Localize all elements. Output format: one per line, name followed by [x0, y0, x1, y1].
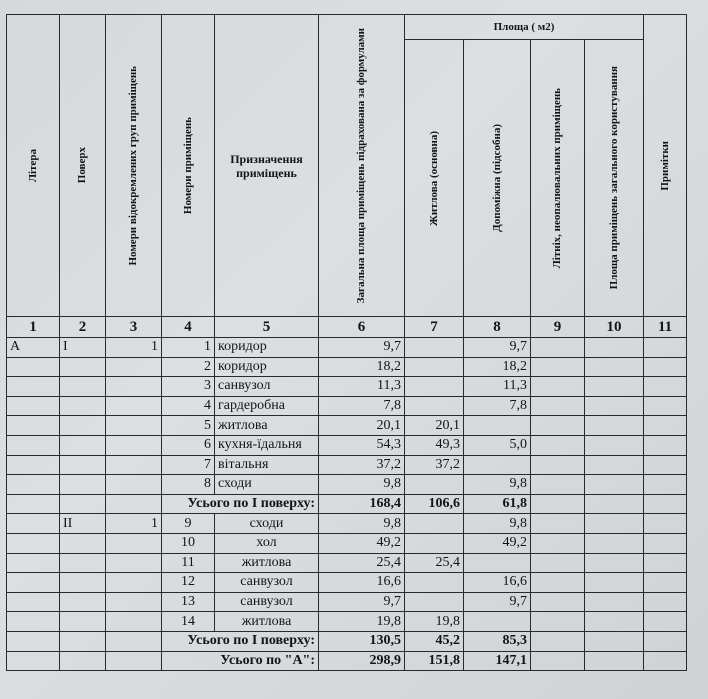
common-area-cell	[585, 553, 644, 573]
room-number-cell: 13	[162, 592, 215, 612]
floor-cell: І	[60, 338, 106, 358]
notes-cell	[644, 396, 687, 416]
litera-cell: А	[7, 338, 60, 358]
aux-area-cell: 9,8	[464, 475, 531, 495]
table-row	[7, 612, 687, 632]
col-number: 10	[585, 317, 644, 338]
group-cell	[106, 377, 162, 397]
floor1-subtotal-row	[7, 494, 687, 514]
group-cell	[106, 553, 162, 573]
summer-area-cell	[531, 592, 585, 612]
room-number-cell: 2	[162, 357, 215, 377]
living-area-cell	[405, 573, 464, 593]
header-summer-area: Літніх, неопалювальних приміщень	[531, 40, 585, 317]
living-area-cell	[405, 396, 464, 416]
col-number: 6	[319, 317, 405, 338]
table-row	[7, 416, 687, 436]
common-area-cell	[585, 455, 644, 475]
total-area-cell: 9,7	[319, 338, 405, 358]
litera-cell	[7, 357, 60, 377]
total-area-cell: 49,2	[319, 533, 405, 553]
aux-area-cell: 7,8	[464, 396, 531, 416]
total-area-cell: 9,8	[319, 514, 405, 534]
room-number-cell: 4	[162, 396, 215, 416]
table-row	[7, 455, 687, 475]
total-area-cell: 19,8	[319, 612, 405, 632]
table-row	[7, 553, 687, 573]
aux-area-cell: 5,0	[464, 435, 531, 455]
group-cell	[106, 435, 162, 455]
col-number: 2	[60, 317, 106, 338]
room-name-cell: санвузол	[215, 592, 319, 612]
subtotal-label: Усього по І поверху:	[162, 494, 319, 514]
summer-area-cell	[531, 396, 585, 416]
col-number: 9	[531, 317, 585, 338]
living-area-cell: 19,8	[405, 612, 464, 632]
summer-area-cell	[531, 377, 585, 397]
living-area-cell	[405, 357, 464, 377]
col-number: 3	[106, 317, 162, 338]
floor-cell	[60, 533, 106, 553]
floor-cell	[60, 416, 106, 436]
group-cell: 1	[106, 338, 162, 358]
group-cell	[106, 396, 162, 416]
group-cell: 1	[106, 514, 162, 534]
summer-area-cell	[531, 455, 585, 475]
aux-area-cell: 16,6	[464, 573, 531, 593]
room-number-cell: 11	[162, 553, 215, 573]
notes-cell	[644, 416, 687, 436]
floor-cell	[60, 357, 106, 377]
room-name-cell: сходи	[215, 475, 319, 495]
common-area-cell	[585, 435, 644, 455]
aux-area-cell: 11,3	[464, 377, 531, 397]
notes-cell	[644, 553, 687, 573]
common-area-cell	[585, 377, 644, 397]
aux-area-cell: 9,7	[464, 338, 531, 358]
litera-cell	[7, 553, 60, 573]
litera-cell	[7, 377, 60, 397]
room-number-cell: 5	[162, 416, 215, 436]
room-number-cell: 3	[162, 377, 215, 397]
total-area-cell: 18,2	[319, 357, 405, 377]
room-name-cell: коридор	[215, 338, 319, 358]
header-notes: Примітки	[644, 15, 687, 317]
summer-area-cell	[531, 553, 585, 573]
summer-area-cell	[531, 514, 585, 534]
common-area-cell	[585, 533, 644, 553]
floor-cell	[60, 377, 106, 397]
litera-cell	[7, 514, 60, 534]
living-area-cell	[405, 514, 464, 534]
grand-total-label: Усього по "А":	[162, 651, 319, 671]
living-area-cell: 37,2	[405, 455, 464, 475]
room-name-cell: санвузол	[215, 377, 319, 397]
floor-cell	[60, 573, 106, 593]
litera-cell	[7, 435, 60, 455]
room-number-cell: 7	[162, 455, 215, 475]
notes-cell	[644, 435, 687, 455]
floor-cell: ІІ	[60, 514, 106, 534]
col-number: 5	[215, 317, 319, 338]
subtotal-total: 130,5	[319, 631, 405, 651]
room-name-cell: хол	[215, 533, 319, 553]
room-name-cell: житлова	[215, 612, 319, 632]
room-number-cell: 8	[162, 475, 215, 495]
room-number-cell: 9	[162, 514, 215, 534]
living-area-cell: 49,3	[405, 435, 464, 455]
header-living-area: Житлова (основна)	[405, 40, 464, 317]
group-cell	[106, 357, 162, 377]
floor-cell	[60, 435, 106, 455]
aux-area-cell: 49,2	[464, 533, 531, 553]
summer-area-cell	[531, 357, 585, 377]
subtotal-living: 106,6	[405, 494, 464, 514]
room-name-cell: гардеробна	[215, 396, 319, 416]
summer-area-cell	[531, 338, 585, 358]
col-number: 7	[405, 317, 464, 338]
summer-area-cell	[531, 573, 585, 593]
common-area-cell	[585, 416, 644, 436]
aux-area-cell	[464, 553, 531, 573]
aux-area-cell	[464, 612, 531, 632]
notes-cell	[644, 533, 687, 553]
room-name-cell: кухня-їдальня	[215, 435, 319, 455]
living-area-cell	[405, 475, 464, 495]
column-number-row	[7, 317, 687, 338]
header-group-numbers: Номери відокремлених груп приміщень	[106, 15, 162, 317]
summer-area-cell	[531, 435, 585, 455]
aux-area-cell: 18,2	[464, 357, 531, 377]
litera-cell	[7, 533, 60, 553]
header-area-group: Площа ( м2)	[405, 15, 644, 40]
notes-cell	[644, 377, 687, 397]
room-number-cell: 14	[162, 612, 215, 632]
common-area-cell	[585, 338, 644, 358]
table-row	[7, 514, 687, 534]
group-cell	[106, 416, 162, 436]
grand-total-aux: 147,1	[464, 651, 531, 671]
notes-cell	[644, 514, 687, 534]
notes-cell	[644, 475, 687, 495]
notes-cell	[644, 592, 687, 612]
group-cell	[106, 592, 162, 612]
group-cell	[106, 612, 162, 632]
summer-area-cell	[531, 475, 585, 495]
summer-area-cell	[531, 416, 585, 436]
group-cell	[106, 455, 162, 475]
header-room-purpose: Призначення приміщень	[215, 15, 319, 317]
floor-cell	[60, 396, 106, 416]
common-area-cell	[585, 573, 644, 593]
total-area-cell: 7,8	[319, 396, 405, 416]
litera-cell	[7, 396, 60, 416]
header-aux-area: Допоміжна (підсобна)	[464, 40, 531, 317]
header-litera: Літера	[7, 15, 60, 317]
area-table	[6, 14, 687, 671]
common-area-cell	[585, 396, 644, 416]
header-room-numbers: Номери приміщень	[162, 15, 215, 317]
table-row	[7, 533, 687, 553]
room-number-cell: 12	[162, 573, 215, 593]
floor2-subtotal-row	[7, 631, 687, 651]
litera-cell	[7, 475, 60, 495]
litera-cell	[7, 416, 60, 436]
common-area-cell	[585, 514, 644, 534]
floor-cell	[60, 455, 106, 475]
subtotal-aux: 61,8	[464, 494, 531, 514]
floor-cell	[60, 553, 106, 573]
subtotal-aux: 85,3	[464, 631, 531, 651]
subtotal-label: Усього по І поверху:	[162, 631, 319, 651]
notes-cell	[644, 338, 687, 358]
grand-total-total: 298,9	[319, 651, 405, 671]
col-number: 1	[7, 317, 60, 338]
total-area-cell: 37,2	[319, 455, 405, 475]
floor1-rows	[7, 338, 687, 495]
total-area-cell: 54,3	[319, 435, 405, 455]
floor-cell	[60, 475, 106, 495]
table-row	[7, 592, 687, 612]
room-name-cell: санвузол	[215, 573, 319, 593]
header-total-area: Загальна площа приміщень підрахована за формулами	[319, 15, 405, 317]
table-row	[7, 573, 687, 593]
total-area-cell: 16,6	[319, 573, 405, 593]
table-row	[7, 475, 687, 495]
group-cell	[106, 475, 162, 495]
floor-cell	[60, 592, 106, 612]
total-area-cell: 20,1	[319, 416, 405, 436]
summer-area-cell	[531, 612, 585, 632]
header-floor: Поверх	[60, 15, 106, 317]
room-number-cell: 6	[162, 435, 215, 455]
aux-area-cell	[464, 416, 531, 436]
living-area-cell	[405, 533, 464, 553]
table-row	[7, 338, 687, 358]
group-cell	[106, 573, 162, 593]
aux-area-cell: 9,7	[464, 592, 531, 612]
common-area-cell	[585, 475, 644, 495]
room-number-cell: 1	[162, 338, 215, 358]
total-area-cell: 9,8	[319, 475, 405, 495]
common-area-cell	[585, 592, 644, 612]
room-name-cell: сходи	[215, 514, 319, 534]
litera-cell	[7, 592, 60, 612]
total-area-cell: 11,3	[319, 377, 405, 397]
litera-cell	[7, 455, 60, 475]
table-row	[7, 435, 687, 455]
table-row	[7, 396, 687, 416]
room-name-cell: житлова	[215, 416, 319, 436]
col-number: 4	[162, 317, 215, 338]
room-name-cell: вітальня	[215, 455, 319, 475]
notes-cell	[644, 455, 687, 475]
group-cell	[106, 533, 162, 553]
room-number-cell: 10	[162, 533, 215, 553]
living-area-cell: 20,1	[405, 416, 464, 436]
subtotal-total: 168,4	[319, 494, 405, 514]
grand-total-row	[7, 651, 687, 671]
litera-cell	[7, 573, 60, 593]
total-area-cell: 9,7	[319, 592, 405, 612]
living-area-cell: 25,4	[405, 553, 464, 573]
common-area-cell	[585, 612, 644, 632]
col-number: 8	[464, 317, 531, 338]
table-row	[7, 377, 687, 397]
summer-area-cell	[531, 533, 585, 553]
room-name-cell: житлова	[215, 553, 319, 573]
living-area-cell	[405, 338, 464, 358]
floor-cell	[60, 612, 106, 632]
aux-area-cell	[464, 455, 531, 475]
common-area-cell	[585, 357, 644, 377]
total-area-cell: 25,4	[319, 553, 405, 573]
litera-cell	[7, 612, 60, 632]
subtotal-living: 45,2	[405, 631, 464, 651]
col-number: 11	[644, 317, 687, 338]
header-common-area: Площа приміщень загального користування	[585, 40, 644, 317]
living-area-cell	[405, 592, 464, 612]
floor2-rows	[7, 514, 687, 632]
room-name-cell: коридор	[215, 357, 319, 377]
grand-total-living: 151,8	[405, 651, 464, 671]
table-row	[7, 357, 687, 377]
living-area-cell	[405, 377, 464, 397]
notes-cell	[644, 357, 687, 377]
notes-cell	[644, 573, 687, 593]
notes-cell	[644, 612, 687, 632]
aux-area-cell: 9,8	[464, 514, 531, 534]
